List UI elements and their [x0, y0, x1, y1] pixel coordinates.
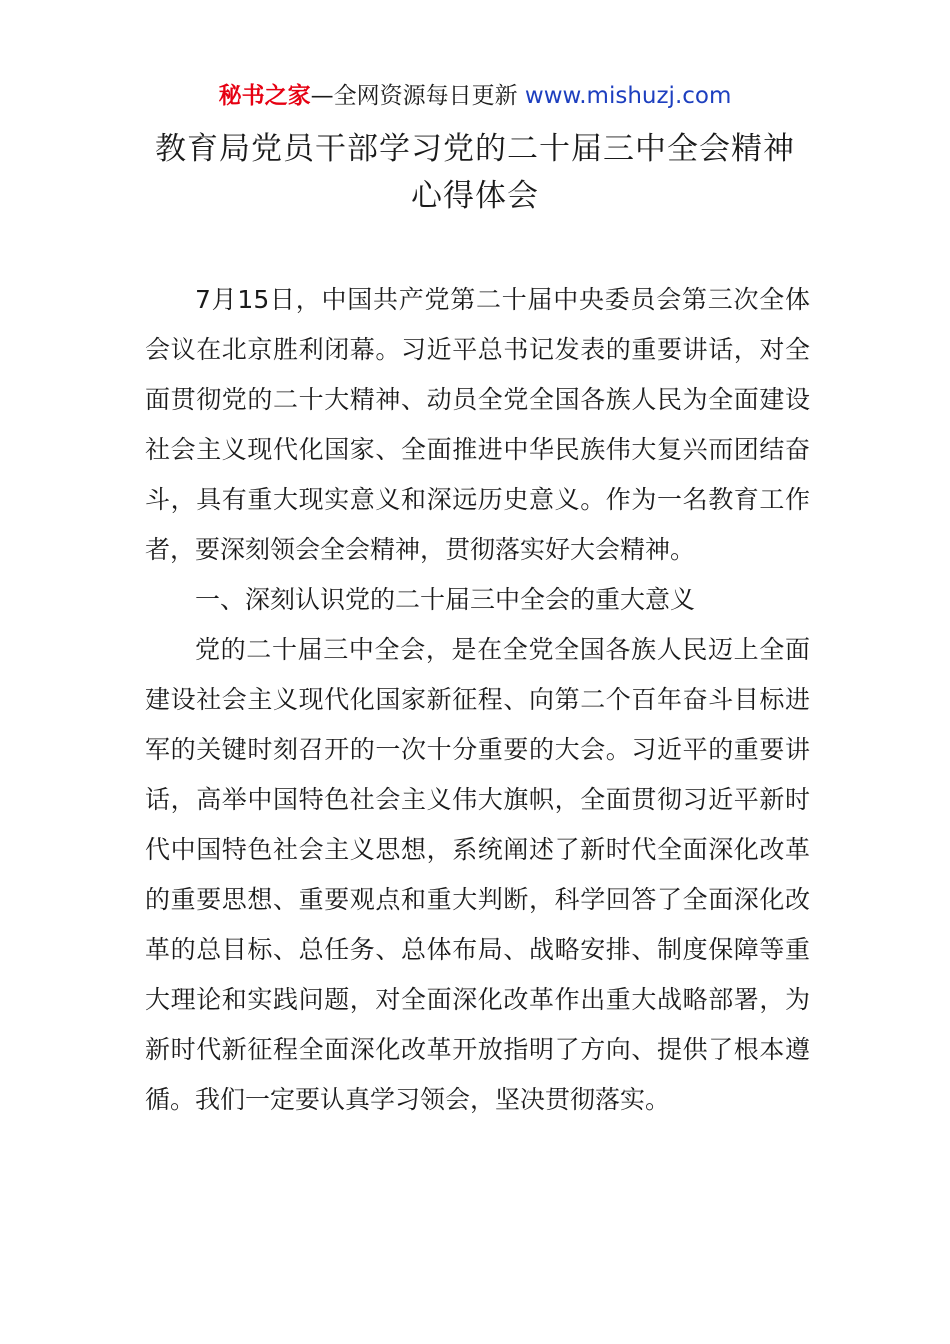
- title-line-2: 心得体会: [411, 178, 539, 214]
- paragraph-section-1: 党的二十届三中全会，是在全党全国各族人民迈上全面建设社会主义现代化国家新征程、向第二个百年奋斗目标进军的关键时刻召开的一次十分重要的大会。习近平的重要讲话，高举中国特色社会主义伟大旗帜，全面贯彻习近平新时代中国特色社会主义思想，系统阐述了新时代全面深化改革的重要思想、重要观点和重大判断，科学回答了全面深化改革的总目标、总任务、总体布局、战略安排、制度保障等重大理论和实践问题，对全面深化改革作出重大战略部署，为新时代新征程全面深化改革开放指明了方向、提供了根本遵循。我们一定要认真学习领会，坚决贯彻落实。: [145, 635, 810, 1114]
- document-title: [0, 126, 950, 220]
- header-tagline: —全网资源每日更新: [310, 83, 525, 109]
- title-line-1: 教育局党员干部学习党的二十届三中全会精神: [155, 131, 795, 167]
- section-heading-1: 一、深刻认识党的二十届三中全会的重大意义: [195, 585, 696, 614]
- brand-name: 秘书之家: [218, 83, 311, 109]
- document-body: [145, 275, 810, 1125]
- paragraph-intro: 7月15日，中国共产党第二十届中央委员会第三次全体会议在北京胜利闭幕。习近平总书记发表的重要讲话，对全面贯彻党的二十大精神、动员全党全国各族人民为全面建设社会主义现代化国家、全面推进中华民族伟大复兴而团结奋斗，具有重大现实意义和深远历史意义。作为一名教育工作者，要深刻领会全会精神，贯彻落实好大会精神。: [145, 285, 810, 564]
- site-url-link[interactable]: www.mishuzj.com: [524, 83, 732, 109]
- site-header: [0, 80, 950, 112]
